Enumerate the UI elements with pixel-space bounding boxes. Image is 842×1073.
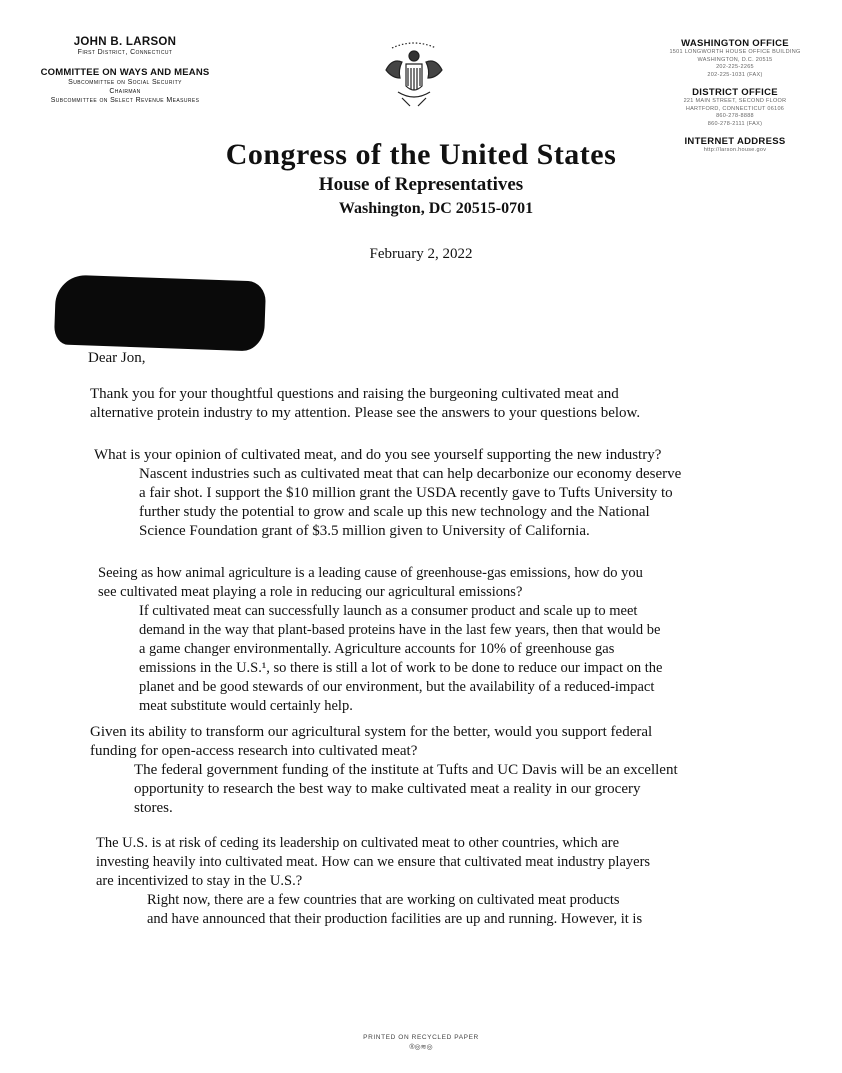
footer	[0, 1034, 842, 1051]
question-3	[90, 723, 652, 761]
question-4	[96, 834, 650, 891]
letter-date: February 2, 2022	[369, 246, 473, 262]
district-line: 221 MAIN STREET, SECOND FLOOR	[683, 98, 787, 104]
text-line: opportunity to research the best way to make cultivated meat a reality in our grocery	[134, 781, 641, 797]
text-line: are incentivized to stay in the U.S.?	[96, 873, 303, 889]
district-office-title: DISTRICT OFFICE	[692, 87, 778, 98]
subcommittee-1: Subcommittee on Social Security	[68, 79, 182, 86]
redaction-mark	[54, 274, 266, 351]
text-line: investing heavily into cultivated meat. How can we ensure that cultivated meat industry players	[96, 854, 651, 870]
text-line: Seeing as how animal agriculture is a leading cause of greenhouse-gas emissions, how do you	[98, 565, 643, 581]
text-line: If cultivated meat can successfully launch as a consumer product and scale up to meet	[139, 603, 638, 619]
text-line: demand in the way that plant-based proteins have in the last few years, then that would be	[139, 622, 661, 638]
district-line: HARTFORD, CONNECTICUT 06106	[685, 105, 785, 112]
house-title: House of Representatives	[318, 174, 524, 195]
text-line: Given its ability to transform our agricultural system for the better, would you support federal	[90, 724, 653, 740]
text-line: The U.S. is at risk of ceding its leadership on cultivated meat to other countries, which are	[96, 835, 620, 851]
district-line: 860-278-8888	[716, 113, 754, 119]
subcommittee-2: Subcommittee on Select Revenue Measures	[50, 97, 200, 104]
washington-office-title: WASHINGTON OFFICE	[681, 38, 789, 49]
text-line: emissions in the U.S.¹, so there is still a lot of work to be done to reduce our impact on the	[139, 660, 663, 676]
salutation: Dear Jon,	[88, 350, 146, 366]
text-line: What is your opinion of cultivated meat, and do you see yourself supporting the new industry?	[94, 447, 662, 463]
text-line: and have announced that their production facilities are up and running. However, it is	[147, 911, 643, 927]
letter-header	[0, 138, 842, 218]
text-line: funding for open-access research into cultivated meat?	[90, 743, 418, 759]
member-name: JOHN B. LARSON	[73, 36, 177, 48]
subcommittee-1-role: Chairman	[109, 88, 141, 95]
committee: COMMITTEE ON WAYS AND MEANS	[40, 67, 210, 78]
congress-title: Congress of the United States	[225, 138, 617, 171]
text-line: Nascent industries such as cultivated meat that can help decarbonize our economy deserve	[139, 466, 682, 482]
text-line: see cultivated meat playing a role in reducing our agricultural emissions?	[98, 584, 523, 600]
district-line: 860-278-2111 (FAX)	[707, 120, 763, 127]
great-seal-icon	[378, 40, 450, 116]
text-line: The federal government funding of the institute at Tufts and UC Davis will be an excellent	[134, 762, 678, 778]
washington-line: 202-225-2265	[716, 64, 754, 70]
text-line: planet and be good stewards of our environment, but the availability of a reduced-impact	[139, 679, 655, 695]
answer-2	[139, 602, 662, 716]
answer-3	[134, 761, 678, 818]
text-line: Science Foundation grant of $3.5 million given to University of California.	[139, 523, 590, 539]
answer-1	[139, 465, 681, 541]
text-line: further study the potential to grow and scale up this new technology and the National	[139, 504, 650, 520]
text-line: Thank you for your thoughtful questions and raising the burgeoning cultivated meat and	[90, 386, 619, 402]
text-line: a game changer environmentally. Agriculture accounts for 10% of greenhouse gas	[139, 641, 615, 657]
question-1	[94, 446, 661, 465]
recycled-paper-note: PRINTED ON RECYCLED PAPER	[363, 1034, 479, 1041]
union-bug-icon: ®◎≋◎	[409, 1044, 433, 1051]
question-2	[98, 564, 643, 602]
internet-address: http://larson.house.gov	[703, 147, 767, 153]
district: First District, Connecticut	[77, 49, 173, 56]
answer-4	[147, 891, 642, 929]
internet-title: INTERNET ADDRESS	[684, 136, 786, 147]
washington-line: WASHINGTON, D.C. 20515	[697, 56, 773, 63]
letterhead-left	[0, 36, 250, 105]
intro-paragraph	[90, 385, 640, 423]
washington-line: 202-225-1031 (FAX)	[707, 71, 763, 78]
text-line: stores.	[134, 800, 173, 816]
city-line: Washington, DC 20515-0701	[338, 200, 534, 217]
text-line: alternative protein industry to my attention. Please see the answers to your questions below.	[90, 405, 641, 421]
washington-line: 1501 LONGWORTH HOUSE OFFICE BUILDING	[669, 49, 801, 55]
text-line: meat substitute would certainly help.	[139, 698, 353, 714]
text-line: a fair shot. I support the $10 million grant the USDA recently gave to Tufts University to	[139, 485, 673, 501]
text-line: Right now, there are a few countries that are working on cultivated meat products	[147, 892, 620, 908]
